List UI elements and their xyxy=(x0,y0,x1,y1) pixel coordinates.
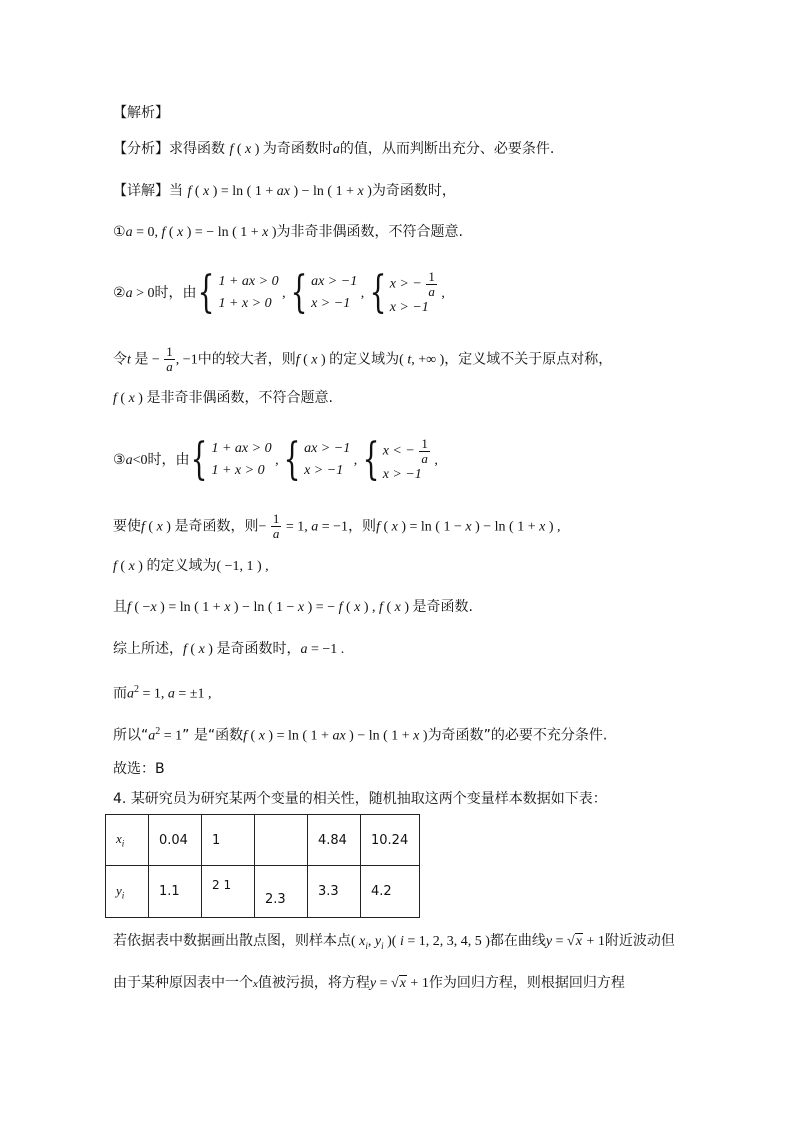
table-cell: 1 xyxy=(202,815,255,866)
table-cell: 1.1 xyxy=(149,866,202,918)
q-line2-mid: 值被污损，将方程 xyxy=(257,975,370,991)
case2-marker: ② xyxy=(113,285,126,301)
case3-req-pre: 要使 xyxy=(113,518,141,535)
y-header: $y_i$ xyxy=(106,866,149,918)
table-cell: 0.04 xyxy=(149,815,202,866)
case1-marker: ① xyxy=(113,224,126,240)
case1-text: 为非奇非偶函数，不符合题意. xyxy=(276,224,463,240)
case3-domain: f ( x ) 的定义域为( −1, 1 ) , xyxy=(113,558,269,574)
summary-pre: 综上所述， xyxy=(113,641,183,657)
case3-odd: 且f ( −x ) = ln ( 1 + x ) − ln ( 1 − x ) = − f ( x ) , f ( x ) 是奇函数. xyxy=(113,599,473,615)
therefore-line: 所以“$a^2 = 1$” 是“函数f ( x ) = ln ( 1 + ax ) − ln ( 1 + x )为奇函数”的必要不充分条件. xyxy=(113,726,608,744)
table-row-y xyxy=(106,866,420,918)
case3-cond: 时，由 xyxy=(147,452,190,468)
case2-conclusion-mid: 中的较大者，则 xyxy=(197,351,296,368)
table-cell: 2 1 xyxy=(202,866,255,918)
case3-and: 且 xyxy=(113,599,127,615)
detail-line: 【详解】当 f ( x ) = ln ( 1 + ax ) − ln ( 1 + x )为奇函数时， xyxy=(113,183,456,199)
table-cell xyxy=(255,815,308,866)
therefore-post: 为奇函数 xyxy=(427,727,484,744)
case3-line: ③a<0时，由{ 1 + ax > 0 1 + x > 0 , { ax > −1 x > −1 , { x < − $\frac{1}{a}$ x > −1 , xyxy=(113,434,438,485)
case3-req-mid: 是奇函数，则 xyxy=(174,518,259,535)
data-table xyxy=(105,814,420,918)
case3-odd-text: 是奇函数. xyxy=(412,599,473,615)
q-line1-post: 附近波动但 xyxy=(604,933,675,949)
table-row-x xyxy=(106,815,420,866)
q-line2-pre: 由于某种原因表中一个 xyxy=(113,975,253,991)
case3-marker: ③ xyxy=(113,452,126,468)
analysis-line: 【分析】求得函数 f ( x ) 为奇函数时a的值，从而判断出充分、必要条件. xyxy=(113,141,555,157)
and-line-text: 而 xyxy=(113,685,127,702)
analysis-label: 【分析】 xyxy=(113,141,169,157)
case2-line2: f ( x ) 是非奇非偶函数，不符合题意. xyxy=(113,390,333,406)
question-line xyxy=(113,789,607,809)
therefore-pre: 所以 xyxy=(113,727,141,744)
case3-requirement: 要使f ( x ) 是奇函数，则− $\frac{1}{a}$ = 1, a = −1，则f ( x ) = ln ( 1 − x ) − ln ( 1 + x ) , xyxy=(113,511,561,541)
table-cell: 10.24 xyxy=(361,815,420,866)
detail-label: 【详解】 xyxy=(113,183,169,199)
q-line1-pre: 若依据表中数据画出散点图，则样本点 xyxy=(113,933,351,949)
analysis-text-pre: 求得函数 xyxy=(169,141,225,157)
case2-cond: 时，由 xyxy=(154,285,197,301)
case2-conclusion-pre: 令 xyxy=(113,351,127,368)
summary-mid: 是奇函数时， xyxy=(216,641,301,657)
table-cell: 3.3 xyxy=(308,866,361,918)
table-cell: 2.3 xyxy=(255,866,308,918)
q-line2-post: 作为回归方程，则根据回归方程 xyxy=(428,975,625,991)
analysis-text-post: 的值，从而判断出充分、必要条件. xyxy=(339,141,555,157)
and-line: 而$a^2 = 1$, a = ±1 , xyxy=(113,684,212,702)
therefore-end: 的必要不充分条件. xyxy=(490,727,608,744)
case2-conclusion-post: ，定义域不关于原点对称， xyxy=(444,351,613,368)
case2-conclusion: 令t 是 − $\frac{1}{a}$ , −1中的较大者，则f ( x ) 的定义域为( t, +∞ )，定义域不关于原点对称， xyxy=(113,344,613,374)
table-cell: 4.84 xyxy=(308,815,361,866)
analysis-text-mid: 为奇函数时 xyxy=(262,141,333,157)
case2-line: ②a > 0时，由{ 1 + ax > 0 1 + x > 0 , { ax > −1 x > −1 , { x > − $\frac{1}{a}$ x > −1 , xyxy=(113,267,445,318)
x-header: $x_i$ xyxy=(106,815,149,866)
case1-line: ①a = 0, f ( x ) = − ln ( 1 + x )为非奇非偶函数，不符合题意. xyxy=(113,224,463,240)
detail-text-pre: 当 xyxy=(169,183,183,199)
case2-conclusion-text: 的定义域为 xyxy=(329,351,400,368)
question-text: 某研究员为研究某两个变量的相关性，随机抽取这两个变量样本数据如下表： xyxy=(130,791,607,807)
detail-text-post: 为奇函数时， xyxy=(371,183,456,199)
q-line1: 若依据表中数据画出散点图，则样本点( $x_i$, $y_i$ )( i = 1, 2, 3, 4, 5 )都在曲线y = √x + 1附近波动但 xyxy=(113,933,675,951)
q-line2: 由于某种原因表中一个x值被污损，将方程y = √x + 1作为回归方程，则根据回归方程 xyxy=(113,975,625,991)
therefore-fn: 函数 xyxy=(215,727,244,744)
summary-line: 综上所述，f ( x ) 是奇函数时，a = −1 . xyxy=(113,641,345,657)
case3-domain-text: 的定义域为 xyxy=(146,558,217,574)
therefore-mid: 是 xyxy=(193,727,208,744)
table-cell: 4.2 xyxy=(361,866,420,918)
case2-line2-text: 是非奇非偶函数，不符合题意. xyxy=(146,390,333,406)
q-line1-mid: 都在曲线 xyxy=(489,933,546,949)
answer-line: 故选：B xyxy=(113,761,165,777)
heading: 【解析】 xyxy=(113,105,169,121)
question-number: 4. xyxy=(113,791,127,807)
case3-req-then: ，则 xyxy=(348,518,377,535)
